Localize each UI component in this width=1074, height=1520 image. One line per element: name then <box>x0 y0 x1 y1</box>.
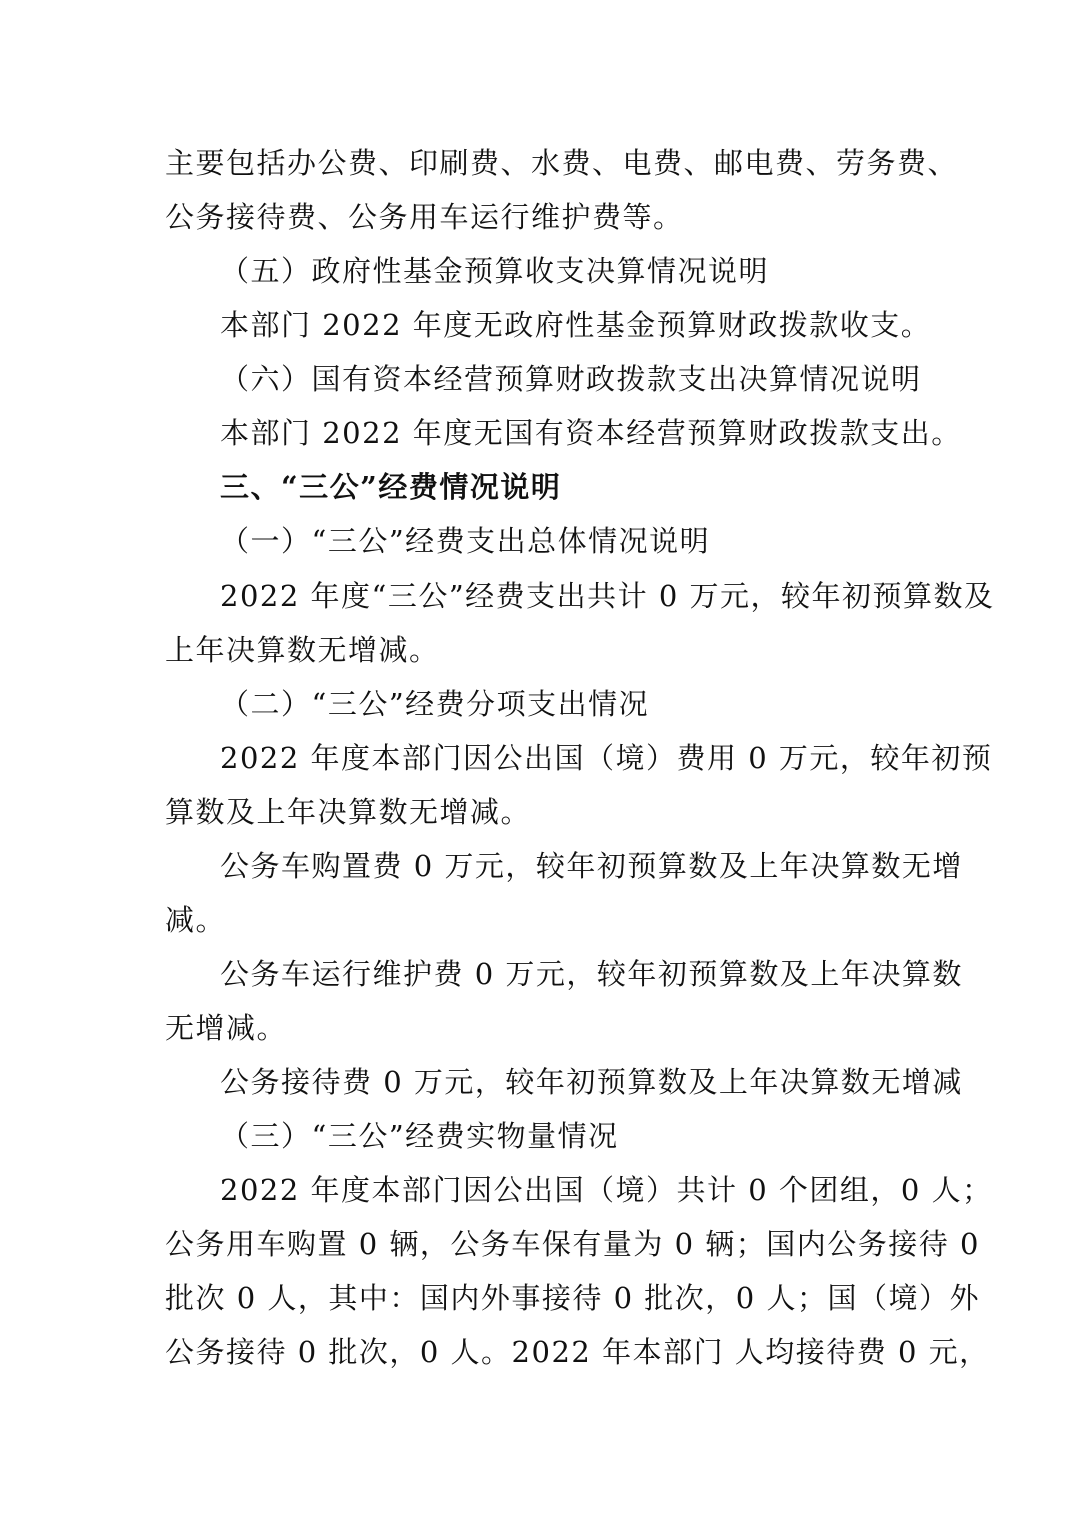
paragraph-line: 批次 0 人，其中：国内外事接待 0 批次，0 人；国（境）外 <box>165 1281 980 1315</box>
paragraph-line: 2022 年度本部门因公出国（境）共计 0 个团组，0 人； <box>220 1173 993 1207</box>
paragraph-line: 公务车运行维护费 0 万元，较年初预算数及上年决算数 <box>220 957 963 991</box>
paragraph-line: 算数及上年决算数无增减。 <box>165 795 532 829</box>
paragraph-line: 无增减。 <box>165 1011 288 1045</box>
paragraph-line: 公务接待 0 批次，0 人。2022 年本部门 人均接待费 0 元， <box>165 1335 990 1369</box>
paragraph-line: 本部门 2022 年度无政府性基金预算财政拨款收支。 <box>220 308 932 342</box>
paragraph-line: 2022 年度“三公”经费支出共计 0 万元，较年初预算数及 <box>220 579 995 613</box>
paragraph-line: 主要包括办公费、印刷费、水费、电费、邮电费、劳务费、 <box>165 146 959 180</box>
section-heading: （一）“三公”经费支出总体情况说明 <box>220 524 711 558</box>
paragraph-line: 2022 年度本部门因公出国（境）费用 0 万元，较年初预 <box>220 741 993 775</box>
paragraph-line: 本部门 2022 年度无国有资本经营预算财政拨款支出。 <box>220 416 962 450</box>
paragraph-line: 上年决算数无增减。 <box>165 633 440 667</box>
paragraph-line: 公务接待费 0 万元，较年初预算数及上年决算数无增减 <box>220 1065 963 1099</box>
section-heading: （二）“三公”经费分项支出情况 <box>220 687 650 721</box>
paragraph-line: 公务接待费、公务用车运行维护费等。 <box>165 200 684 234</box>
paragraph-line: 减。 <box>165 903 227 937</box>
paragraph-line: 公务车购置费 0 万元，较年初预算数及上年决算数无增 <box>220 849 963 883</box>
section-heading: （三）“三公”经费实物量情况 <box>220 1119 619 1153</box>
chapter-heading: 三、“三公”经费情况说明 <box>220 470 562 504</box>
paragraph-line: 公务用车购置 0 辆，公务车保有量为 0 辆；国内公务接待 0 <box>165 1227 980 1261</box>
section-heading: （六）国有资本经营预算财政拨款支出决算情况说明 <box>220 362 922 396</box>
section-heading: （五）政府性基金预算收支决算情况说明 <box>220 254 770 288</box>
